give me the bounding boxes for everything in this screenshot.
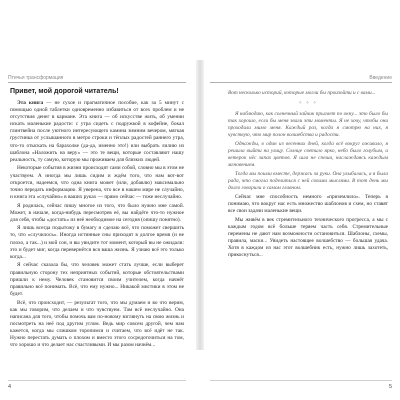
lead-phrase: Эта книга xyxy=(17,100,44,106)
running-head-right: Введение xyxy=(369,75,392,81)
right-body-text xyxy=(228,90,388,261)
body-paragraph: Мы живём в век стремительного технического прогресса, а мы с каждым годом всё больше теряем часть себя. Стремительные перемены не дают нам возможности остановиться. Шаблоны, схемы, правила, маски... Увидеть настоящее волшебство — большая удача. Хотя в каждом из нас этот волшебник есть, нужно лишь захотеть, прикоснуться... xyxy=(228,216,388,259)
running-head-left: Птичья трансформация xyxy=(8,75,64,81)
page-number-left: 4 xyxy=(8,384,12,390)
body-paragraph: Некоторые события в жизни происходят сами собой, словно мы в этом не участвуем. А иногда мы лишь сидим и ждём того, что нам вот-вот откроется, надеемся, что одна книга может (или, добавлю) максимально точно передать информацию. Я уверена, что все в нашем мире не случайно, и книга эта «случайно» в ваших руках — прямо сейчас — тоже неслучайно. xyxy=(10,165,184,200)
body-paragraph: Я сейчас сказала бы, что человек может стать лучше, если выберет правильную сторону тех неприятных событий, которые обстоятельствами пришли к нему. Человек становится своим учителем, когда начнёт правильно всё понимать. Всё, что ему нужно... Никакой мистики в этом не будет. xyxy=(10,262,184,297)
intro-line: Вот несколько историй, которые могли бы произойти и с вами... xyxy=(228,90,376,96)
left-body-text xyxy=(10,100,184,351)
story-paragraph: Однажды, в один из весенних дней, когда всё вокруг оживало, я решила выйти на улицу. Солнце светило ярко, небо было голубым, а ветерок нёс запах цветов. Я шла не спеша, наслаждаясь каждым мгновением. xyxy=(228,141,388,169)
left-page xyxy=(0,0,196,400)
story-paragraph: Тогда мы пошли вместе, держась за руки. Она улыбалась, а я была рада, что смогла поделиться с ней своими мыслями. В тот день мы долго говорили о самом главном. xyxy=(228,171,388,192)
intro-block xyxy=(228,90,388,97)
ornament-divider: ✧ ✧ ✧ xyxy=(298,101,318,107)
body-paragraph: Сейчас мне способность немного «приземлило». Теперь я понимаю, что вокруг нас есть множество шаблонов и схем, но ставят все свои задачи маленькие вещи. xyxy=(228,194,388,215)
chapter-heading: Привет, мой дорогой читатель! xyxy=(10,88,119,95)
body-paragraph: Я лишь всегда подытожу в бумагу и сделаю всё, что поможет свершить то, что «случилось». Иногда истинные сны приходят в долгое время (и не плохо, а так...) и мой сон, и вы увидите тот момент, который вы не ожидали: это и будет миг, когда перевернётся вся ваша жизнь. Я узнаю всё это только когда... xyxy=(10,225,184,260)
body-paragraph: Эта книга — не сухое и прагматичное пособие, как за 5 минут с помощью одной таблетки одновременно избавиться от всех проблем и не отсутствия денег в кармане. Эта книга — об искусстве жить, об умении искать маленькие радости: с утра сидеть с подружкой в кофейне, бокал глинтвейна после уютного интересующего камина зимним вечером, мягкая грустинка от услышанного в метро строки и тёплых радостей раннего утра, что-то отыскать на барахолке (да-да, именно это!) или выбрать лилию из шаблона «Наложить на веру» — это те вещи, которые составляют нашу реальность, ту самую, которую мы проживаем для близких людей. xyxy=(10,100,184,163)
body-paragraph: Всё, что происходит, — результат того, что мы думаем и во что верим, как мы говорим, что делаем и что чувствуем. Там всё неслучайно. Она написана для того, чтобы помочь вам по-новому взглянуть на свою жизнь и посмотреть на неё под другим углом. Ведь мир совсем другой, чем нам кажется, когда мы слишком торопимся и считаем, что всё идёт не так. Нужно перестать думать о плохом и вместо этого сосредоточиться на том, что хорошо и что делает нас счастливыми. И мы разом начнём... xyxy=(10,299,184,349)
body-paragraph: Я родилась, сейчас пишу многое из того, что было нужно мне самой. Может, в начале, когда-нибудь пересмотрев её, вы найдёте что-то нужное для себя, чтобы «достать» из неё необходимое на сегодня (опишу понятно). xyxy=(10,202,184,223)
story-paragraph: Я наблюдаю, как солнечный зайчик прыгает по окну... это было бы так хорошо, если бы меня звали эти моменты. Я не хочу, чтобы они проходили мимо меня. Каждый раз, когда я смотрю на них, я чувствую, что мир полон волшебства и радости. xyxy=(228,111,388,139)
footer-rule-left xyxy=(8,380,186,381)
header-rule-left xyxy=(8,82,186,83)
book-gutter xyxy=(196,60,204,350)
page-number-right: 5 xyxy=(388,384,392,390)
header-rule-right xyxy=(210,82,392,83)
footer-rule-right xyxy=(210,380,392,381)
right-page xyxy=(204,0,400,400)
story-block xyxy=(228,111,388,192)
